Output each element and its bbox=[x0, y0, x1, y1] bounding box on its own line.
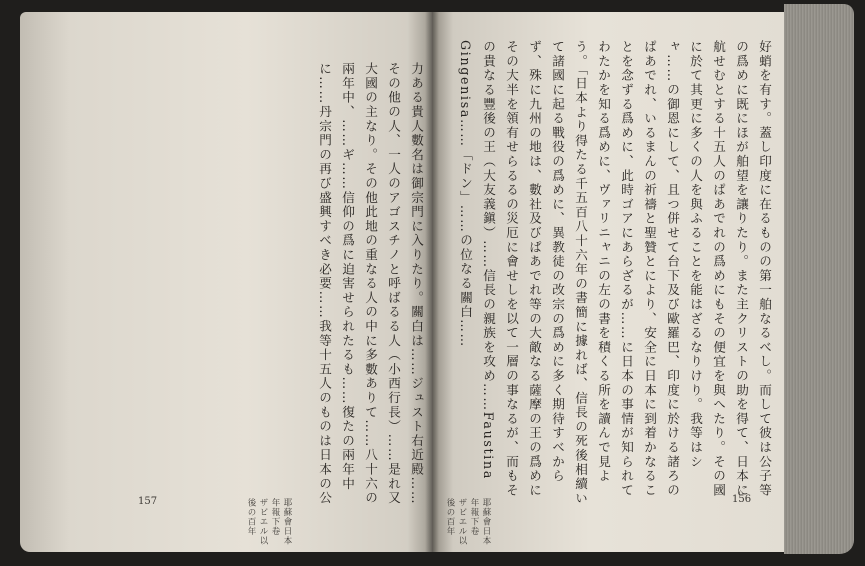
book-gutter bbox=[425, 12, 439, 552]
right-page bbox=[432, 12, 784, 552]
left-page-body-text: 力ある貴人數名は御宗門に入りたり。關白は……ジュスト右近殿……その他の人、一人のアゴスチノと呼ばるる人（小西行長）……是れ又大國の主なり。その他此地の重なる人の中に多數ありて……八十六の兩年中、……ギ……信仰の爲に迫害せられたるも……復たの兩年中に……丹宗門の再び盛興すべき必要……我等十五人のものは日本の公 bbox=[317, 62, 424, 506]
left-page-running-footer: 耶蘇會日本年報下卷 ザビエル以後の百年 bbox=[246, 498, 292, 546]
right-page-number: 156 bbox=[732, 494, 752, 505]
left-page bbox=[20, 12, 432, 552]
page-block-edges bbox=[784, 4, 854, 554]
left-page-number: 157 bbox=[138, 496, 158, 507]
right-page-running-footer: 耶蘇會日本年報下卷 ザビエル以後の百年 bbox=[445, 498, 491, 546]
right-page-body-text: 好蛸を有す。蓋し印度に在るものの第一舶なるべし。而して彼は公子等の爲めに既にほが舶望を讓りたり。また主クリストの助を得て、日本に航せむとする十五人のぱあでれの爲めにもその便宜を與へたり。その國に於て其更に多くの人を與ふることを能はざるなりけり。我等はシャ……の御恩にして、且つ併せて台下及び歐羅巴、印度に於ける諸ろのぱあでれ、いるまんの祈禱と聖贊とにより、安全に日本に到着かなることを念ずる爲めに、此時ゴアにあらざるが……に日本の事情が知られてわたかを知る爲めに、ヴァリニャニの左の書を積くる所を讀んで見よう。「日本より得たる千五百八十六年の書簡に據れば、信長の死後相續いて諸國に起る戰役の爲めに、異教徒の改宗の爲めに多く期待すべからず、殊に九州の地は、數社及びぱあでれ等の大敵なる薩摩の王の爲めにその大半を領有せらるるの災厄に會せしを以て一層の事なるが、而もその貴なる豐後の王（大友義鎭）……信長の親族を攻め……Faustina Gingenisa……「ドン」……の位なる關白…… bbox=[458, 40, 772, 506]
